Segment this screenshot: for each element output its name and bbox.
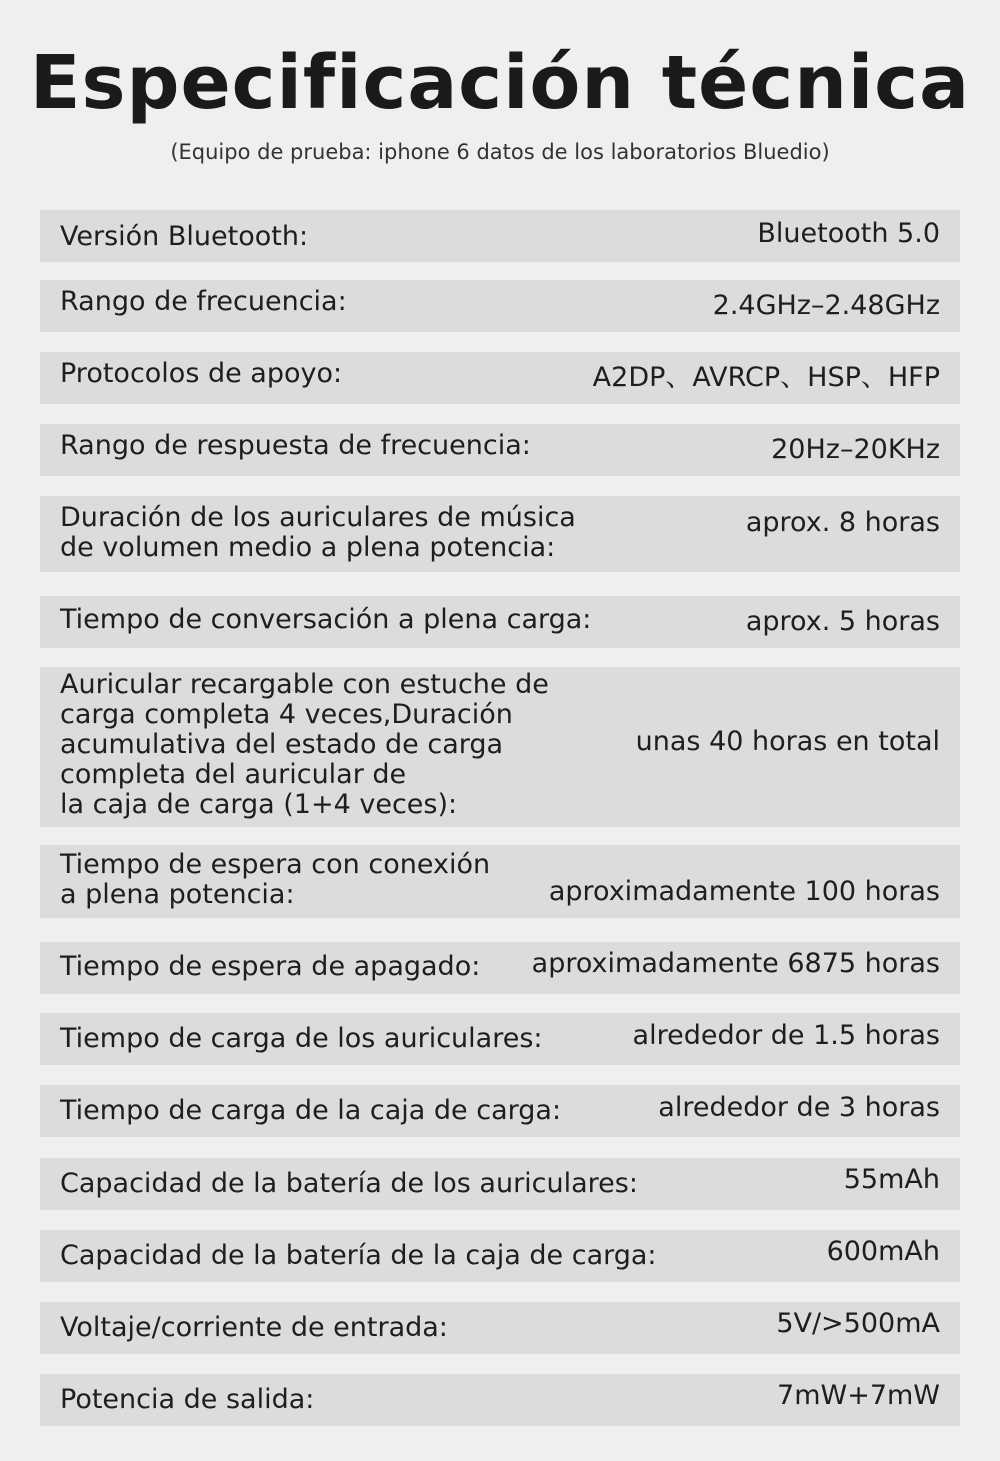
spec-label: Tiempo de conversación a plena carga: bbox=[60, 604, 592, 635]
page-title: Especificación técnica bbox=[29, 40, 971, 126]
spec-row-bluetooth-version bbox=[40, 210, 960, 262]
spec-label: Rango de frecuencia: bbox=[60, 286, 347, 317]
spec-value: 600mAh bbox=[826, 1236, 940, 1267]
spec-row-input bbox=[40, 1302, 960, 1354]
spec-value: alrededor de 1.5 horas bbox=[632, 1020, 940, 1051]
spec-value: aprox. 8 horas bbox=[745, 507, 940, 538]
spec-row-case-charge-time bbox=[40, 1085, 960, 1137]
spec-label: Capacidad de la batería de la caja de carga: bbox=[60, 1240, 657, 1271]
spec-row-protocols bbox=[40, 352, 960, 404]
spec-row-frequency-range bbox=[40, 280, 960, 332]
spec-value: aproximadamente 6875 horas bbox=[531, 948, 940, 979]
spec-value: A2DP、AVRCP、HSP、HFP bbox=[592, 362, 940, 393]
spec-row-earbud-charge-time bbox=[40, 1013, 960, 1065]
spec-value: 55mAh bbox=[843, 1164, 940, 1195]
spec-label: Tiempo de carga de la caja de carga: bbox=[60, 1095, 562, 1126]
spec-row-standby-connected bbox=[40, 845, 960, 918]
spec-value: aproximadamente 100 horas bbox=[548, 876, 940, 907]
spec-value: 20Hz–20KHz bbox=[771, 434, 940, 465]
spec-value: alrededor de 3 horas bbox=[658, 1092, 940, 1123]
spec-value: 7mW+7mW bbox=[777, 1380, 940, 1411]
spec-row-talk-time bbox=[40, 596, 960, 648]
spec-label: Protocolos de apoyo: bbox=[60, 358, 343, 389]
spec-label: Versión Bluetooth: bbox=[60, 221, 309, 252]
spec-row-output-power bbox=[40, 1374, 960, 1426]
page-subtitle: (Equipo de prueba: iphone 6 datos de los laboratorios Bluedio) bbox=[170, 140, 830, 164]
spec-row-frequency-response bbox=[40, 424, 960, 476]
spec-label: Rango de respuesta de frecuencia: bbox=[60, 430, 531, 461]
spec-value: 5V/>500mA bbox=[776, 1308, 940, 1339]
spec-label: Potencia de salida: bbox=[60, 1384, 315, 1415]
spec-label: Capacidad de la batería de los auriculares: bbox=[60, 1168, 638, 1199]
spec-value: 2.4GHz–2.48GHz bbox=[712, 290, 940, 321]
spec-label: Tiempo de carga de los auriculares: bbox=[60, 1023, 543, 1054]
spec-value: Bluetooth 5.0 bbox=[757, 218, 940, 249]
spec-row-music-duration bbox=[40, 496, 960, 572]
spec-row-standby-off bbox=[40, 942, 960, 994]
spec-label: Tiempo de espera de apagado: bbox=[60, 951, 481, 982]
spec-row-earbud-battery bbox=[40, 1158, 960, 1210]
spec-row-total-duration bbox=[40, 667, 960, 827]
spec-label: Auricular recargable con estuche de carga completa 4 veces,Duración acumulativa del estado de carga completa del auricular de la caja de carga (1+4 veces): bbox=[60, 669, 549, 820]
spec-label: Tiempo de espera con conexión a plena potencia: bbox=[60, 849, 491, 910]
spec-value: aprox. 5 horas bbox=[745, 606, 940, 637]
spec-label: Voltaje/corriente de entrada: bbox=[60, 1312, 448, 1343]
spec-value: unas 40 horas en total bbox=[635, 726, 940, 757]
spec-label: Duración de los auriculares de música de volumen medio a plena potencia: bbox=[60, 502, 576, 563]
spec-row-case-battery bbox=[40, 1230, 960, 1282]
